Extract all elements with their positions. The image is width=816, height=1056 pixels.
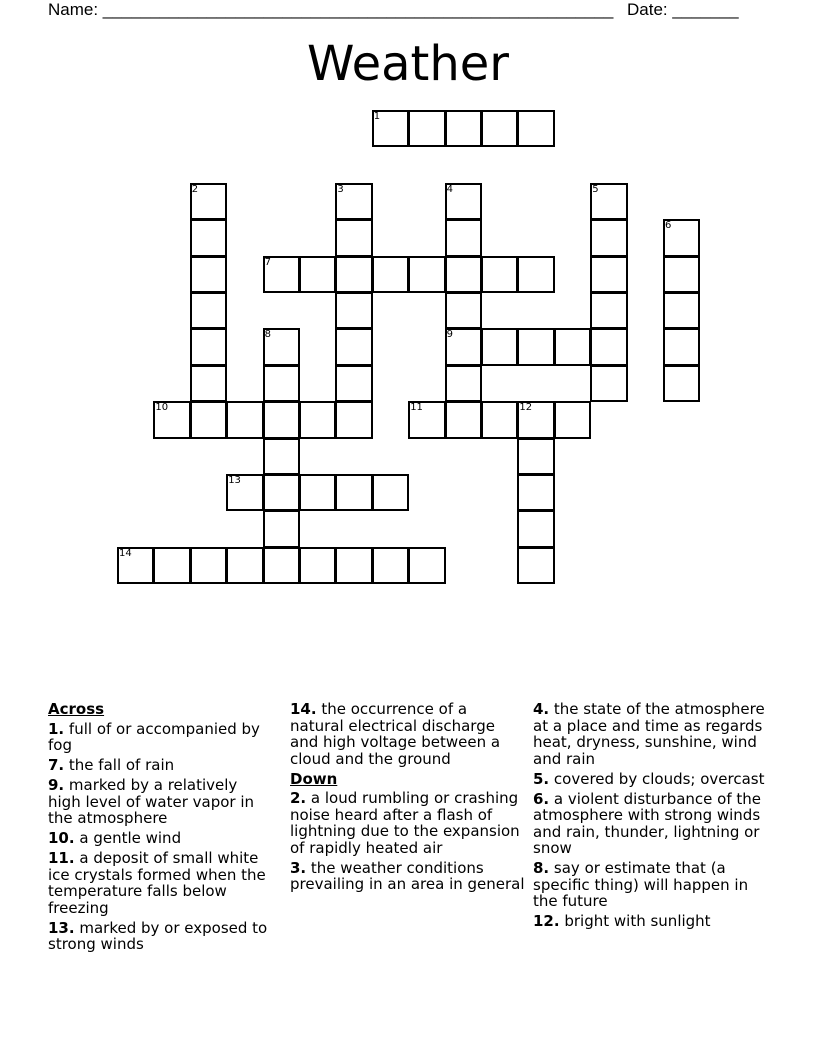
cell-number: 1 bbox=[373, 111, 381, 122]
cell-number: 10 bbox=[155, 402, 169, 414]
grid-cell[interactable] bbox=[554, 401, 591, 438]
grid-cell[interactable] bbox=[663, 328, 700, 365]
grid-cell[interactable] bbox=[299, 474, 336, 511]
cell-number: 5 bbox=[592, 183, 599, 195]
clue-text: say or estimate that (a specific thing) will happen in the future bbox=[533, 859, 749, 910]
clue-text: covered by clouds; overcast bbox=[553, 769, 765, 788]
clue-across-10 bbox=[48, 830, 273, 847]
clue-across-1 bbox=[48, 721, 273, 754]
clue-number: 6. bbox=[533, 789, 550, 808]
clue-number: 9. bbox=[48, 776, 65, 794]
clues-column-3 bbox=[533, 701, 768, 933]
grid-cell[interactable] bbox=[372, 474, 409, 511]
clues-column-2 bbox=[290, 701, 525, 896]
grid-cell[interactable] bbox=[663, 256, 700, 293]
clue-text: marked by or exposed to strong winds bbox=[48, 918, 268, 953]
grid-cell[interactable] bbox=[445, 401, 482, 438]
grid-cell[interactable] bbox=[335, 365, 372, 402]
grid-cell[interactable] bbox=[335, 328, 372, 365]
grid-cell[interactable] bbox=[445, 219, 482, 256]
grid-cell[interactable] bbox=[445, 110, 482, 147]
grid-cell[interactable] bbox=[445, 365, 482, 402]
clue-text: the fall of rain bbox=[68, 756, 175, 774]
grid-cell[interactable] bbox=[226, 547, 263, 584]
grid-cell[interactable] bbox=[263, 365, 300, 402]
clue-text: full of or accompanied by fog bbox=[48, 719, 260, 754]
clue-text: a loud rumbling or crashing noise heard after a flash of lightning due to the expansion of rapidly heated air bbox=[290, 789, 520, 857]
clue-down-3 bbox=[290, 860, 525, 893]
clue-number: 1. bbox=[48, 719, 65, 738]
clue-text: a gentle wind bbox=[79, 829, 182, 847]
grid-cell[interactable] bbox=[517, 547, 554, 584]
grid-cell[interactable] bbox=[263, 438, 300, 475]
grid-cell[interactable] bbox=[590, 365, 627, 402]
grid-cell[interactable] bbox=[190, 292, 227, 329]
clue-number: 10. bbox=[48, 829, 75, 847]
clue-text: a deposit of small white ice crystals formed when the temperature falls below freezing bbox=[48, 849, 266, 917]
grid-cell[interactable] bbox=[481, 401, 518, 438]
grid-cell[interactable] bbox=[590, 256, 627, 293]
grid-cell[interactable] bbox=[299, 547, 336, 584]
cell-number: 7 bbox=[264, 256, 271, 268]
cell-number: 3 bbox=[337, 183, 344, 195]
clue-across-9 bbox=[48, 777, 273, 827]
grid-cell[interactable] bbox=[445, 292, 482, 329]
clue-down-5 bbox=[533, 771, 768, 788]
clue-text: a violent disturbance of the atmosphere with strong winds and rain, thunder, lightning or snow bbox=[533, 789, 762, 857]
grid-cell[interactable] bbox=[263, 401, 300, 438]
grid-cell[interactable] bbox=[263, 510, 300, 547]
clue-down-2 bbox=[290, 790, 525, 856]
clue-number: 5. bbox=[533, 769, 550, 788]
cell-number: 2 bbox=[191, 183, 199, 195]
grid-cell[interactable] bbox=[481, 328, 518, 365]
cell-number: 9 bbox=[446, 329, 453, 341]
grid-cell[interactable] bbox=[663, 292, 700, 329]
grid-cell[interactable] bbox=[372, 547, 409, 584]
grid-cell[interactable] bbox=[408, 110, 445, 147]
grid-cell[interactable] bbox=[517, 256, 554, 293]
grid-cell[interactable] bbox=[481, 110, 518, 147]
grid-cell[interactable] bbox=[590, 292, 627, 329]
grid-cell[interactable] bbox=[372, 256, 409, 293]
grid-cell[interactable] bbox=[190, 219, 227, 256]
clue-number: 12. bbox=[533, 912, 560, 930]
grid-cell[interactable] bbox=[590, 219, 627, 256]
grid-cell[interactable] bbox=[554, 328, 591, 365]
clue-text: the occurrence of a natural electrical discharge and high voltage between a cloud and the ground bbox=[290, 700, 501, 768]
grid-cell[interactable] bbox=[299, 401, 336, 438]
clue-text: marked by a relatively high level of water vapor in the atmosphere bbox=[48, 776, 255, 827]
clue-down-6 bbox=[533, 791, 768, 857]
grid-cell[interactable] bbox=[408, 256, 445, 293]
grid-cell[interactable] bbox=[408, 547, 445, 584]
clue-down-12 bbox=[533, 913, 768, 930]
clue-number: 8. bbox=[533, 859, 550, 877]
grid-cell[interactable] bbox=[335, 547, 372, 584]
clue-text: bright with sunlight bbox=[564, 912, 711, 930]
cell-number: 11 bbox=[410, 402, 423, 414]
cell-number: 12 bbox=[519, 402, 533, 414]
grid-cell[interactable] bbox=[517, 510, 554, 547]
grid-cell[interactable] bbox=[190, 401, 227, 438]
down-heading: Down bbox=[290, 769, 338, 788]
clue-number: 3. bbox=[290, 858, 307, 877]
grid-cell[interactable] bbox=[335, 219, 372, 256]
cell-number: 4 bbox=[446, 183, 453, 195]
cell-number: 13 bbox=[228, 475, 241, 486]
clue-text: the state of the atmosphere at a place and time as regards heat, dryness, sunshine, wind and rain bbox=[533, 700, 765, 768]
clue-number: 7. bbox=[48, 756, 65, 774]
grid-cell[interactable] bbox=[335, 256, 372, 293]
clue-across-13 bbox=[48, 920, 273, 953]
clue-across-14 bbox=[290, 701, 525, 767]
clue-down-8 bbox=[533, 860, 768, 910]
grid-cell[interactable] bbox=[190, 328, 227, 365]
grid-cell[interactable] bbox=[299, 256, 336, 293]
clue-across-7 bbox=[48, 757, 273, 774]
grid-cell[interactable] bbox=[263, 474, 300, 511]
grid-cell[interactable] bbox=[153, 547, 190, 584]
clue-down-4 bbox=[533, 701, 768, 767]
grid-cell[interactable] bbox=[517, 328, 554, 365]
grid-cell[interactable] bbox=[226, 401, 263, 438]
grid-cell[interactable] bbox=[481, 256, 518, 293]
grid-cell[interactable] bbox=[190, 256, 227, 293]
date-field-label: Date: _______ bbox=[627, 0, 739, 19]
grid-cell[interactable] bbox=[445, 256, 482, 293]
grid-cell[interactable] bbox=[335, 401, 372, 438]
clue-number: 11. bbox=[48, 849, 75, 867]
name-field-label: Name: ______________________________________________________ bbox=[48, 0, 614, 19]
cell-number: 14 bbox=[119, 547, 132, 559]
grid-cell[interactable] bbox=[263, 547, 300, 584]
grid-cell[interactable] bbox=[190, 365, 227, 402]
grid-cell[interactable] bbox=[517, 438, 554, 475]
clue-number: 14. bbox=[290, 700, 317, 718]
grid-cell[interactable] bbox=[517, 110, 554, 147]
clues-column-1 bbox=[48, 701, 273, 956]
across-heading: Across bbox=[48, 700, 105, 718]
clue-text: the weather conditions prevailing in an area in general bbox=[290, 858, 525, 893]
clue-number: 2. bbox=[290, 789, 307, 807]
grid-cell[interactable] bbox=[517, 474, 554, 511]
cell-number: 8 bbox=[264, 329, 271, 341]
clue-number: 4. bbox=[533, 700, 550, 718]
grid-cell[interactable] bbox=[663, 365, 700, 402]
grid-cell[interactable] bbox=[190, 547, 227, 584]
grid-cell[interactable] bbox=[335, 292, 372, 329]
clue-number: 13. bbox=[48, 918, 75, 937]
grid-cell[interactable] bbox=[335, 474, 372, 511]
grid-cell[interactable] bbox=[590, 328, 627, 365]
cell-number: 6 bbox=[665, 220, 672, 232]
clue-across-11 bbox=[48, 850, 273, 916]
puzzle-title: Weather bbox=[306, 36, 510, 92]
